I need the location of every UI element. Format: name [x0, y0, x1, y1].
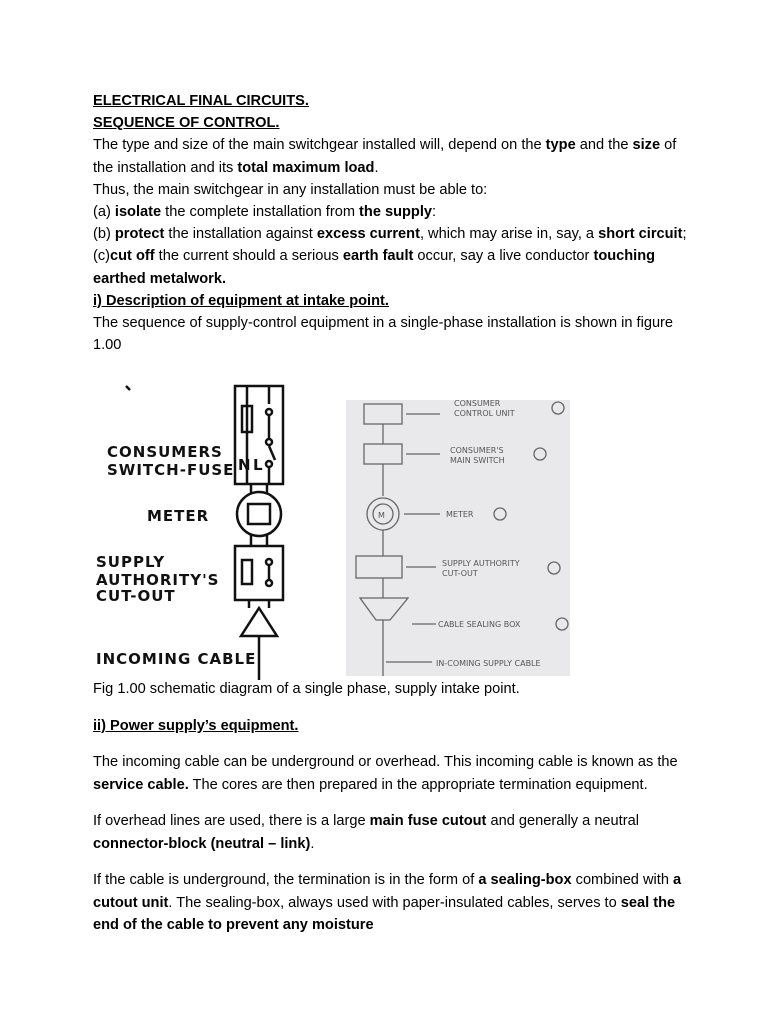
text: occur, say a live conductor — [413, 248, 594, 265]
section-heading-power-supply: ii) Power supply’s equipment. — [93, 717, 299, 734]
text: , which may arise in, say, a — [419, 226, 599, 243]
list-item-b — [93, 223, 693, 245]
document-body — [93, 90, 693, 356]
label-consumer: CONSUMER — [454, 400, 501, 408]
text: (b) — [93, 226, 115, 243]
section-heading-intake-point: i) Description of equipment at intake point. — [93, 292, 389, 309]
figure-caption: Fig 1.00 schematic diagram of a single phase, supply intake point. — [93, 681, 520, 697]
paragraph-switchgear — [93, 134, 693, 178]
label-cable-sealing-box: CABLE SEALING BOX — [438, 620, 521, 629]
text: . — [310, 835, 315, 852]
label-consumers-main: CONSUMER'S — [450, 446, 504, 455]
figure-intake-point — [93, 380, 693, 680]
text: If overhead lines are used, there is a large — [93, 813, 370, 830]
bold-text: main fuse cutout — [369, 813, 487, 830]
bold-text: a cutout unit — [93, 872, 682, 911]
paragraph-sequence: The sequence of supply-control equipment in a single-phase installation is shown in figure 1.00 — [93, 315, 674, 354]
label-switch-fuse: SWITCH-FUSE — [107, 461, 235, 479]
label-consumers: CONSUMERS — [107, 443, 223, 461]
bold-text: excess current — [316, 226, 420, 243]
text: If the cable is underground, the termination is in the form of — [93, 872, 479, 889]
bold-text: touching earthed metalwork. — [93, 248, 656, 287]
label-n: N — [238, 456, 252, 474]
paragraph-incoming-cable — [93, 751, 693, 795]
list-item-a — [93, 201, 693, 223]
label-m: M — [378, 511, 385, 520]
label-control-unit: CONTROL UNIT — [454, 409, 515, 418]
hand-drawn-schematic — [93, 380, 313, 680]
text: of the installation and its — [93, 137, 677, 176]
bold-text: type — [545, 137, 576, 154]
text: combined with — [571, 872, 673, 889]
heading-electrical-final-circuits: ELECTRICAL FINAL CIRCUITS. — [93, 93, 309, 109]
bold-text: seal the end of the cable to prevent any moisture — [93, 894, 676, 933]
label-authoritys: AUTHORITY'S — [96, 571, 220, 589]
bold-text: short circuit — [598, 226, 683, 243]
text: (c) — [93, 248, 111, 265]
bold-text: the supply — [359, 204, 433, 221]
text: The incoming cable can be underground or overhead. This incoming cable is known as the — [93, 754, 678, 771]
text: (a) — [93, 204, 115, 221]
bold-text: earth fault — [342, 248, 414, 265]
bold-text: protect — [114, 226, 165, 243]
text: the current should a serious — [154, 248, 343, 265]
bold-text: service cable. — [93, 776, 189, 793]
text: and generally a neutral — [486, 813, 639, 830]
label-main-switch: MAIN SWITCH — [450, 456, 505, 465]
label-meter: METER — [147, 507, 210, 525]
bold-text: total maximum load — [237, 159, 375, 176]
heading-sequence-of-control: SEQUENCE OF CONTROL. — [93, 115, 280, 132]
label-incoming-cable: INCOMING CABLE — [96, 650, 257, 668]
label-supply: SUPPLY — [96, 553, 166, 571]
bold-text: isolate — [114, 204, 162, 221]
label-meter-printed: METER — [446, 510, 474, 519]
bold-text: a sealing-box — [478, 872, 572, 889]
text: ; — [682, 226, 687, 243]
label-cut-out: CUT-OUT — [96, 587, 176, 605]
text: the installation against — [164, 226, 317, 243]
text: The cores are then prepared in the appropriate termination equipment. — [188, 776, 648, 793]
text: The type and size of the main switchgear installed will, depend on the — [93, 137, 546, 154]
text: and the — [575, 137, 633, 154]
bold-text: connector-block (neutral – link) — [93, 835, 311, 852]
document-body-continued — [93, 700, 693, 951]
text: : — [432, 204, 437, 221]
paragraph-must-be-able: Thus, the main switchgear in any installation must be able to: — [93, 181, 488, 198]
text: . The sealing-box, always used with paper-insulated cables, serves to — [168, 894, 621, 911]
bold-text: cut off — [110, 248, 155, 265]
label-cut-out-printed: CUT-OUT — [442, 569, 478, 578]
label-l: L — [253, 456, 264, 474]
paragraph-overhead — [93, 810, 693, 854]
text: . — [374, 159, 379, 176]
text: the complete installation from — [161, 204, 360, 221]
bold-text: size — [632, 137, 661, 154]
list-item-c — [93, 245, 693, 289]
label-supply-authority: SUPPLY AUTHORITY — [442, 559, 520, 568]
paragraph-underground — [93, 869, 693, 936]
printed-schematic — [346, 400, 570, 676]
label-incoming-supply-cable: IN-COMING SUPPLY CABLE — [436, 659, 541, 668]
